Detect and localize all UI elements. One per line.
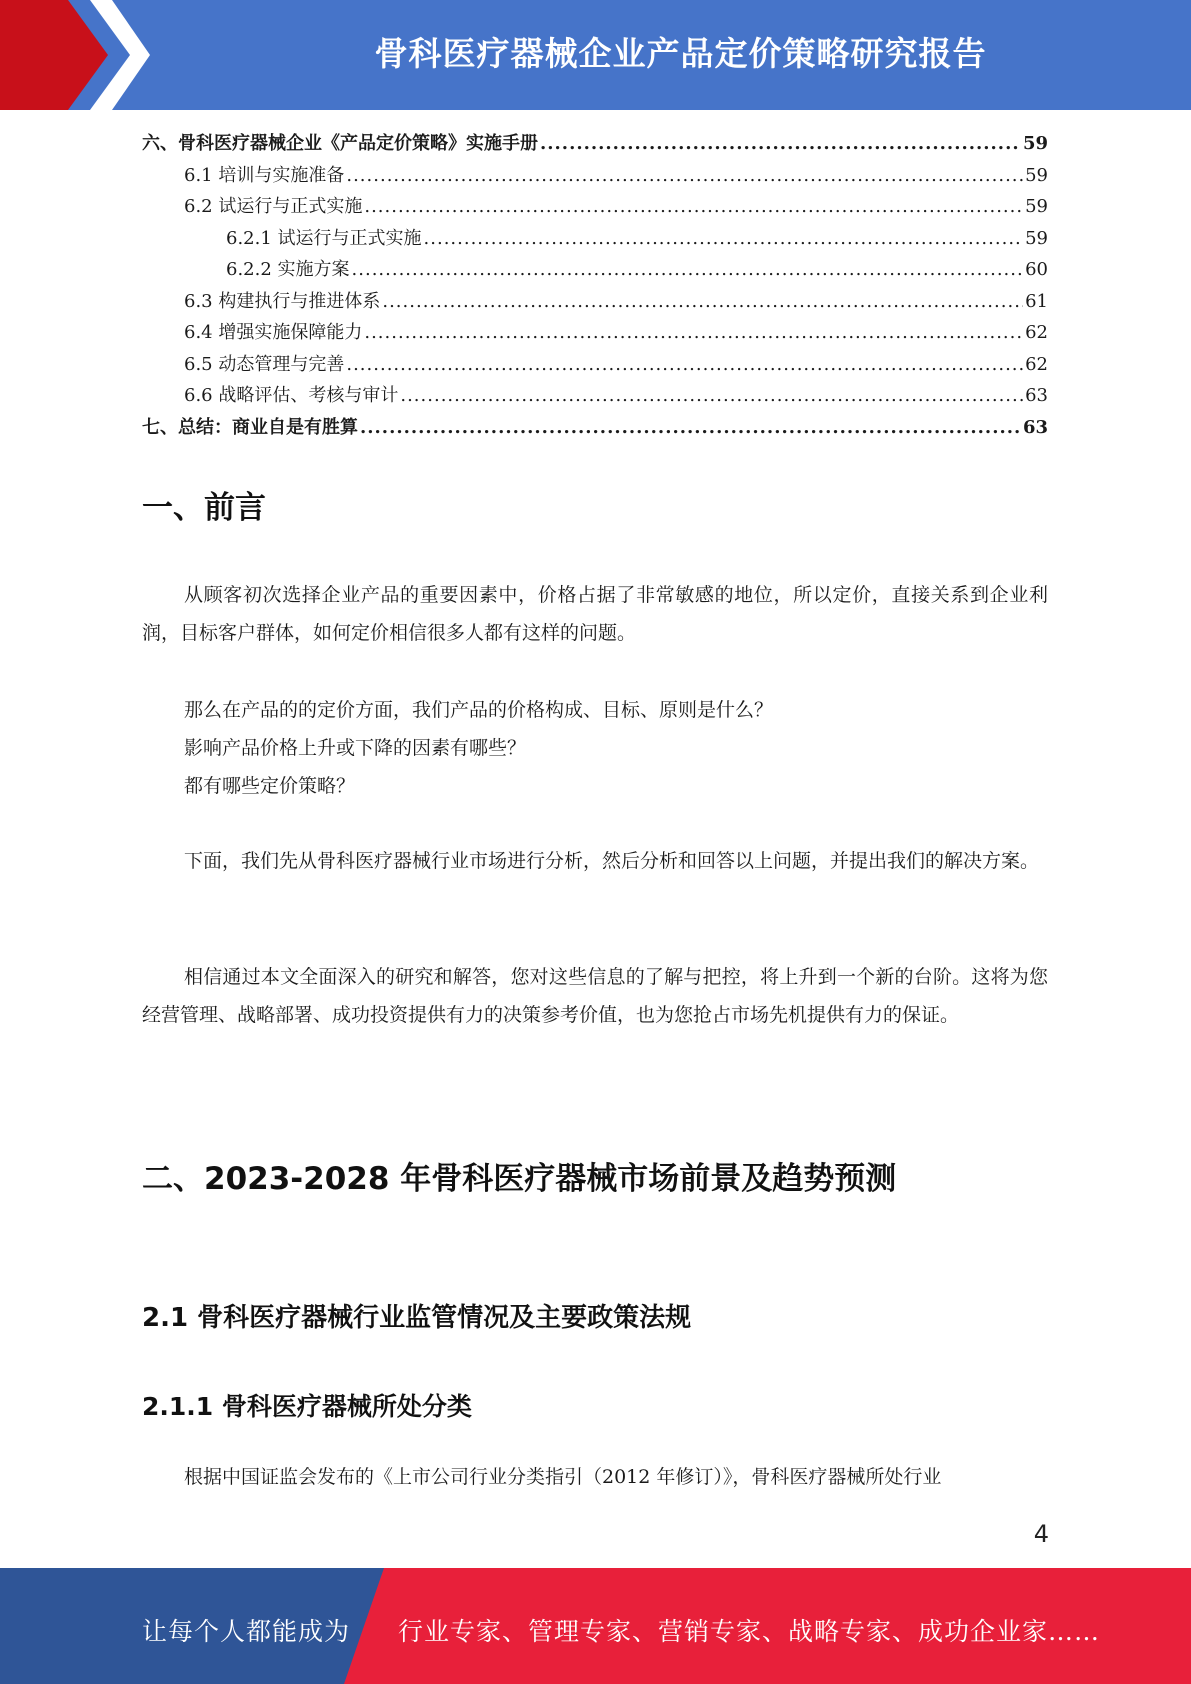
toc-entry[interactable] bbox=[142, 349, 1048, 381]
toc-entry-title: 6.2.1 试运行与正式实施 bbox=[226, 227, 422, 249]
toc-entry-page: 60 bbox=[1025, 259, 1048, 280]
page-header bbox=[0, 0, 1191, 110]
toc-leader-dots bbox=[346, 160, 1023, 192]
toc-entry-page: 59 bbox=[1022, 133, 1048, 154]
toc-leader-dots bbox=[382, 286, 1023, 318]
page-footer bbox=[0, 1568, 1191, 1684]
report-title: 骨科医疗器械企业产品定价策略研究报告 bbox=[374, 34, 987, 73]
toc-entry-page: 63 bbox=[1022, 416, 1048, 438]
toc-entry-page: 62 bbox=[1025, 353, 1048, 375]
toc-leader-dots bbox=[364, 317, 1023, 349]
preface-paragraph-3: 相信通过本文全面深入的研究和解答，您对这些信息的了解与把控，将上升到一个新的台阶。这将为您经营管理、战略部署、成功投资提供有力的决策参考价值，也为您抢占市场先机提供有力的保证。 bbox=[142, 966, 1048, 1026]
toc-entry-page: 61 bbox=[1025, 290, 1048, 312]
section-heading-market-outlook: 二、2023-2028 年骨科医疗器械市场前景及趋势预测 bbox=[142, 1161, 897, 1197]
toc-entry-title: 六、骨科医疗器械企业《产品定价策略》实施手册 bbox=[142, 133, 538, 154]
subsection-heading-classification: 2.1.1 骨科医疗器械所处分类 bbox=[142, 1392, 472, 1421]
preface-question-3: 都有哪些定价策略？ bbox=[184, 775, 356, 797]
toc-entry[interactable] bbox=[142, 191, 1048, 223]
preface-paragraph-2: 下面，我们先从骨科医疗器械行业市场进行分析，然后分析和回答以上问题，并提出我们的解决方案。 bbox=[184, 850, 1040, 872]
toc-leader-dots bbox=[346, 349, 1023, 381]
toc-entry[interactable] bbox=[142, 254, 1048, 286]
toc-entry-title: 6.2 试运行与正式实施 bbox=[184, 196, 363, 217]
footer-slogan-left: 让每个人都能成为 bbox=[142, 1617, 351, 1646]
classification-paragraph: 根据中国证监会发布的《上市公司行业分类指引（2012 年修订）》，骨科医疗器械所处行业 bbox=[184, 1466, 942, 1488]
toc-entry[interactable] bbox=[142, 412, 1048, 444]
toc-leader-dots bbox=[352, 254, 1024, 286]
toc-entry-title: 6.4 增强实施保障能力 bbox=[184, 322, 363, 343]
toc-entry-title: 6.3 构建执行与推进体系 bbox=[184, 290, 381, 312]
footer-slogan-right: 行业专家、管理专家、营销专家、战略专家、成功企业家…… bbox=[398, 1617, 1101, 1646]
toc-entry-title: 6.5 动态管理与完善 bbox=[184, 353, 345, 375]
toc-entry-page: 59 bbox=[1025, 227, 1048, 249]
toc-entry[interactable] bbox=[142, 223, 1048, 255]
toc-entry[interactable] bbox=[142, 160, 1048, 192]
toc-leader-dots bbox=[540, 128, 1021, 160]
toc-entry[interactable] bbox=[142, 286, 1048, 318]
toc-entry[interactable] bbox=[142, 317, 1048, 349]
toc-entry-page: 59 bbox=[1025, 164, 1048, 186]
section-heading-preface: 一、前言 bbox=[142, 490, 266, 526]
toc-entry-title: 6.2.2 实施方案 bbox=[226, 259, 350, 280]
toc-entry-title: 七、总结：商业自是有胜算 bbox=[142, 416, 358, 438]
preface-question-1: 那么在产品的的定价方面，我们产品的价格构成、目标、原则是什么？ bbox=[184, 699, 774, 721]
toc-leader-dots bbox=[364, 191, 1023, 223]
page-number: 4 bbox=[1033, 1520, 1049, 1548]
subsection-heading-regulation: 2.1 骨科医疗器械行业监管情况及主要政策法规 bbox=[142, 1303, 692, 1333]
preface-paragraph-1: 从顾客初次选择企业产品的重要因素中，价格占据了非常敏感的地位，所以定价，直接关系到企业利润，目标客户群体，如何定价相信很多人都有这样的问题。 bbox=[142, 584, 1048, 644]
toc-entry-title: 6.1 培训与实施准备 bbox=[184, 164, 345, 186]
toc-entry[interactable] bbox=[142, 380, 1048, 412]
toc-entry-page: 63 bbox=[1025, 385, 1048, 406]
toc-leader-dots bbox=[400, 380, 1023, 412]
table-of-contents bbox=[142, 128, 1048, 443]
toc-entry-page: 59 bbox=[1025, 196, 1048, 217]
toc-entry[interactable] bbox=[142, 128, 1048, 160]
preface-question-2: 影响产品价格上升或下降的因素有哪些？ bbox=[184, 737, 527, 759]
toc-entry-page: 62 bbox=[1025, 322, 1048, 343]
toc-leader-dots bbox=[360, 412, 1021, 444]
toc-entry-title: 6.6 战略评估、考核与审计 bbox=[184, 385, 399, 406]
toc-leader-dots bbox=[424, 223, 1024, 255]
